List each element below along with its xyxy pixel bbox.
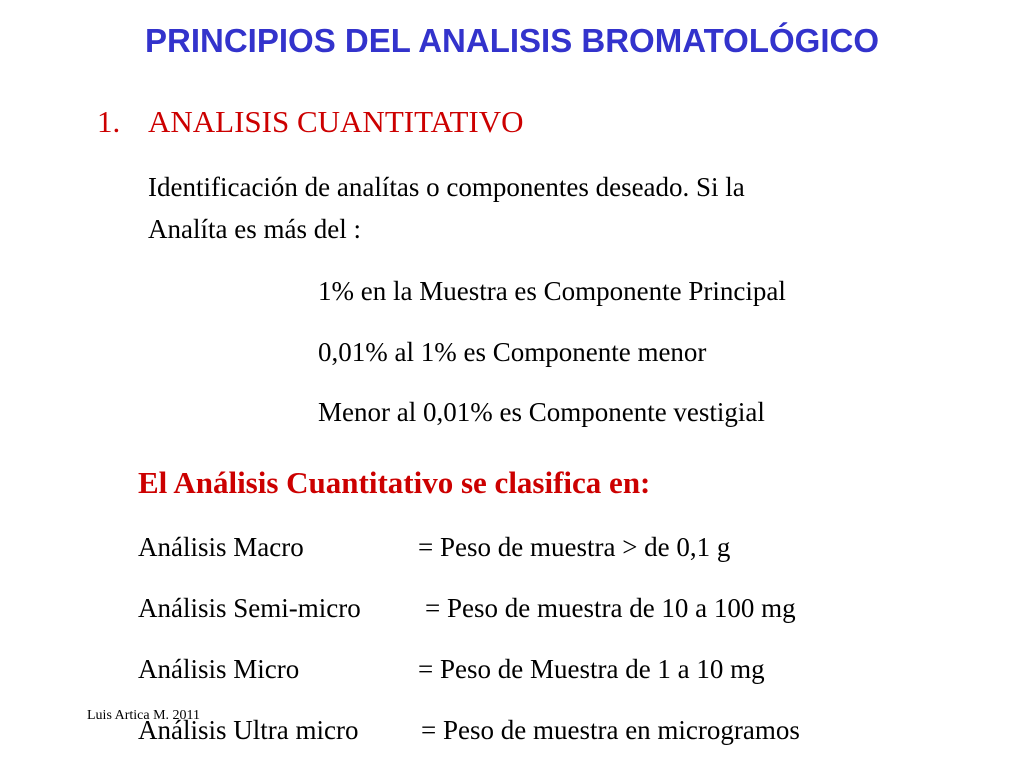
intro-line-1: Identificación de analítas o componentes deseado. Si la — [148, 172, 745, 202]
criterion-menor: 0,01% al 1% es Componente menor — [318, 337, 707, 367]
classification-definition: = Peso de muestra en microgramos — [421, 715, 800, 745]
classification-definition: = Peso de muestra > de 0,1 g — [418, 532, 731, 562]
classification-name: Análisis Micro — [138, 654, 300, 684]
intro-line-2: Analíta es más del : — [148, 214, 361, 244]
classification-definition: = Peso de muestra de 10 a 100 mg — [425, 593, 796, 623]
footer-credit: Luis Artica M. 2011 — [87, 708, 201, 723]
criterion-principal: 1% en la Muestra es Componente Principal — [318, 276, 786, 306]
page-title: PRINCIPIOS DEL ANALISIS BROMATOLÓGICO — [145, 22, 879, 59]
classification-definition: = Peso de Muestra de 1 a 10 mg — [418, 654, 765, 684]
classification-name: Análisis Semi-micro — [138, 593, 361, 623]
classification-name: Análisis Macro — [138, 532, 304, 562]
classification-name: Análisis Ultra micro — [138, 715, 359, 745]
section-title: ANALISIS CUANTITATIVO — [148, 104, 524, 139]
classification-heading: El Análisis Cuantitativo se clasifica en: — [138, 465, 651, 500]
section-number: 1. — [97, 104, 121, 139]
criterion-vestigial: Menor al 0,01% es Componente vestigial — [318, 397, 765, 427]
